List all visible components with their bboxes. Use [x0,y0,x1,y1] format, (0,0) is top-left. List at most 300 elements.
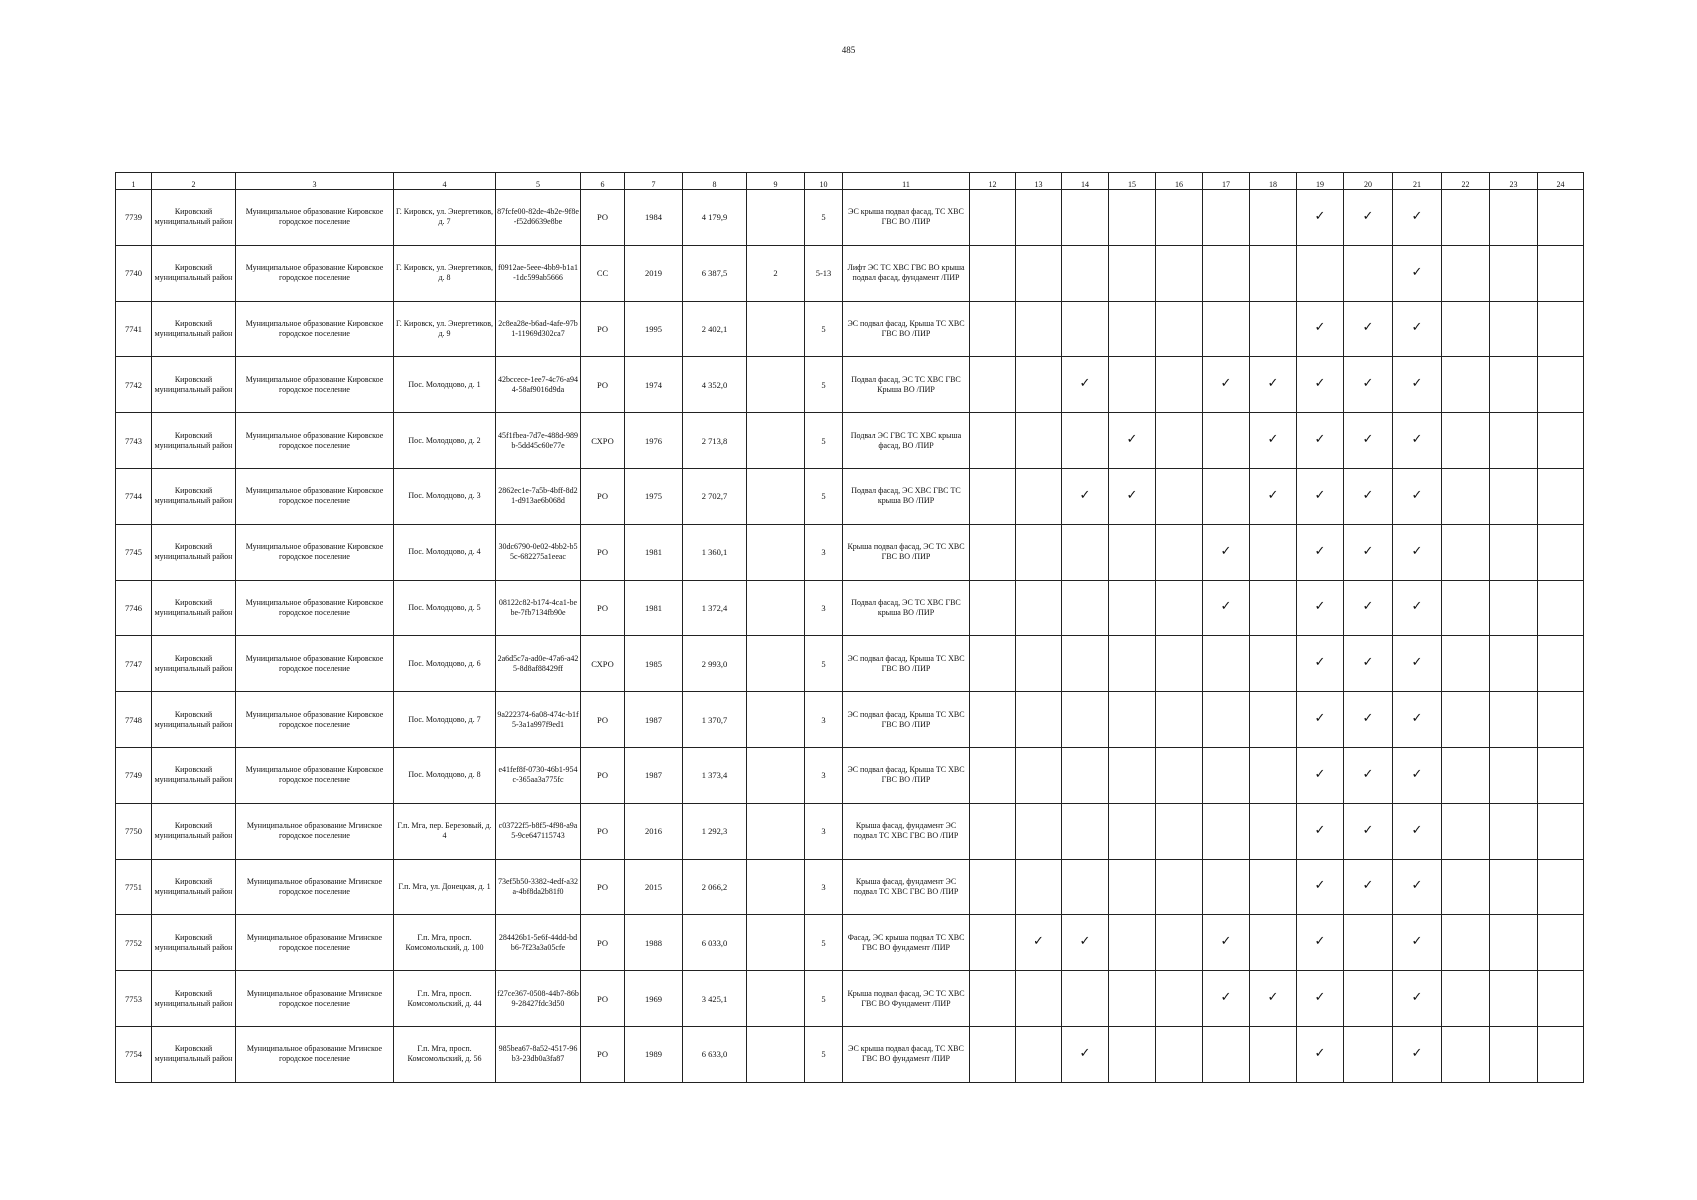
work-flag-cell [1442,357,1490,413]
work-types-cell: Подвал ЭС ГВС ТС ХВС крыша фасад, ВО /ПИР [843,413,970,469]
municipality-cell: Муниципальное образование Мгинское городское поселение [236,803,394,859]
row-number: 7744 [116,468,152,524]
work-flag-cell [1250,580,1297,636]
work-flag-cell [1203,636,1250,692]
area-cell: 1 370,7 [683,692,747,748]
work-flag-cell [1297,413,1344,469]
work-flag-cell [1297,971,1344,1027]
work-flag-cell [970,803,1016,859]
work-flag-cell [1538,301,1584,357]
housing-register-table [115,172,1584,1083]
work-flag-cell [1393,524,1442,580]
check-mark-icon: ✓ [1314,934,1326,950]
work-flag-cell [1109,245,1156,301]
year-built-cell: 2016 [625,803,683,859]
check-mark-icon: ✓ [1411,990,1423,1006]
check-mark-icon: ✓ [1411,711,1423,727]
floors-cell: 3 [805,692,843,748]
work-flag-cell [1109,580,1156,636]
work-flag-cell [1490,580,1538,636]
year-built-cell: 2015 [625,859,683,915]
work-types-cell: Фасад, ЭС крыша подвал ТС ХВС ГВС ВО фундамент /ПИР [843,915,970,971]
check-mark-icon: ✓ [1220,376,1232,392]
work-flag-cell [1490,971,1538,1027]
work-flag-cell [970,524,1016,580]
work-types-cell: ЭС подвал фасад, Крыша ТС ХВС ГВС ВО /ПИР [843,301,970,357]
entrances-cell: 2 [747,245,805,301]
check-mark-icon: ✓ [1267,376,1279,392]
work-flag-cell [1490,1026,1538,1082]
check-mark-icon: ✓ [1411,655,1423,671]
row-number: 7748 [116,692,152,748]
work-flag-cell [1203,580,1250,636]
area-cell: 6 033,0 [683,915,747,971]
area-cell: 2 993,0 [683,636,747,692]
floors-cell: 5 [805,301,843,357]
address-cell: Г.п. Мга, пер. Березовый, д. 4 [394,803,496,859]
work-flag-cell [970,692,1016,748]
area-cell: 1 373,4 [683,747,747,803]
area-cell: 6 387,5 [683,245,747,301]
building-id-cell: c03722f5-b8f5-4f98-a9a5-9ce647115743 [496,803,581,859]
work-flag-cell [970,859,1016,915]
district-cell: Кировский муниципальный район [152,301,236,357]
column-number-header: 9 [747,173,805,190]
work-flag-cell [1016,357,1062,413]
row-number: 7741 [116,301,152,357]
ownership-type-cell: РО [581,915,625,971]
column-number-header: 21 [1393,173,1442,190]
area-cell: 2 702,7 [683,468,747,524]
row-number: 7746 [116,580,152,636]
municipality-cell: Муниципальное образование Кировское городское поселение [236,524,394,580]
work-flag-cell [1062,692,1109,748]
work-flag-cell [1297,580,1344,636]
building-id-cell: 985bea67-8a52-4517-96b3-23db0a3fa87 [496,1026,581,1082]
area-cell: 2 066,2 [683,859,747,915]
floors-cell: 5-13 [805,245,843,301]
work-flag-cell [1442,915,1490,971]
row-number: 7743 [116,413,152,469]
entrances-cell [747,971,805,1027]
municipality-cell: Муниципальное образование Кировское городское поселение [236,468,394,524]
work-flag-cell [1250,1026,1297,1082]
floors-cell: 3 [805,747,843,803]
row-number: 7740 [116,245,152,301]
floors-cell: 5 [805,190,843,246]
table-body [116,190,1584,1083]
work-flag-cell [1344,859,1393,915]
work-flag-cell [1250,971,1297,1027]
work-flag-cell [970,580,1016,636]
column-number-header: 10 [805,173,843,190]
work-flag-cell [1538,747,1584,803]
address-cell: Пос. Молодцово, д. 1 [394,357,496,413]
row-number: 7742 [116,357,152,413]
work-flag-cell [1344,413,1393,469]
work-flag-cell [1538,636,1584,692]
column-number-row [116,173,1584,190]
work-flag-cell [1538,1026,1584,1082]
work-types-cell: ЭС подвал фасад, Крыша ТС ХВС ГВС ВО /ПИР [843,692,970,748]
work-flag-cell [1344,971,1393,1027]
address-cell: Г.п. Мга, ул. Донецкая, д. 1 [394,859,496,915]
work-types-cell: Подвал фасад, ЭС ТС ХВС ГВС Крыша ВО /ПИР [843,357,970,413]
building-id-cell: 284426b1-5e6f-44dd-bdb6-7f23a3a05cfe [496,915,581,971]
work-flag-cell [1442,580,1490,636]
work-flag-cell [1442,1026,1490,1082]
municipality-cell: Муниципальное образование Кировское городское поселение [236,580,394,636]
work-types-cell: Крыша подвал фасад, ЭС ТС ХВС ГВС ВО /ПИР [843,524,970,580]
work-flag-cell [1490,190,1538,246]
entrances-cell [747,468,805,524]
address-cell: Г. Кировск, ул. Энергетиков, д. 8 [394,245,496,301]
area-cell: 3 425,1 [683,971,747,1027]
work-flag-cell [1109,357,1156,413]
check-mark-icon: ✓ [1267,990,1279,1006]
work-flag-cell [1393,915,1442,971]
work-flag-cell [1203,301,1250,357]
work-flag-cell [1109,468,1156,524]
table-row [116,301,1584,357]
entrances-cell [747,692,805,748]
work-flag-cell [1062,915,1109,971]
check-mark-icon: ✓ [1362,766,1374,782]
work-flag-cell [1250,468,1297,524]
work-flag-cell [1250,524,1297,580]
work-flag-cell [1156,468,1203,524]
work-flag-cell [1156,301,1203,357]
address-cell: Пос. Молодцово, д. 6 [394,636,496,692]
work-flag-cell [1538,524,1584,580]
work-flag-cell [1297,245,1344,301]
check-mark-icon: ✓ [1220,599,1232,615]
district-cell: Кировский муниципальный район [152,245,236,301]
work-flag-cell [1016,692,1062,748]
address-cell: Пос. Молодцово, д. 8 [394,747,496,803]
work-flag-cell [1250,803,1297,859]
check-mark-icon: ✓ [1362,655,1374,671]
column-number-header: 15 [1109,173,1156,190]
work-flag-cell [1393,859,1442,915]
work-flag-cell [1016,747,1062,803]
building-id-cell: 30dc6790-0e02-4bb2-b55c-682275a1eeac [496,524,581,580]
work-flag-cell [1156,859,1203,915]
table-row [116,636,1584,692]
work-flag-cell [1297,468,1344,524]
check-mark-icon: ✓ [1411,766,1423,782]
building-id-cell: 42bccece-1ee7-4c76-a944-58af9016d9da [496,357,581,413]
work-flag-cell [1344,580,1393,636]
work-flag-cell [1297,859,1344,915]
work-flag-cell [970,1026,1016,1082]
work-flag-cell [1490,915,1538,971]
work-flag-cell [1062,636,1109,692]
work-flag-cell [1344,357,1393,413]
check-mark-icon: ✓ [1314,320,1326,336]
building-id-cell: f27ce367-0508-44b7-86b9-28427fdc3d50 [496,971,581,1027]
work-flag-cell [1156,915,1203,971]
column-number-header: 18 [1250,173,1297,190]
work-flag-cell [1393,692,1442,748]
check-mark-icon: ✓ [1314,878,1326,894]
municipality-cell: Муниципальное образование Кировское городское поселение [236,245,394,301]
column-number-header: 16 [1156,173,1203,190]
work-flag-cell [1393,636,1442,692]
table-row [116,1026,1584,1082]
work-flag-cell [1442,468,1490,524]
work-flag-cell [1203,859,1250,915]
row-number: 7739 [116,190,152,246]
building-id-cell: 73ef5b50-3382-4edf-a32a-4bf8da2b81f0 [496,859,581,915]
work-flag-cell [1250,190,1297,246]
work-flag-cell [1393,301,1442,357]
check-mark-icon: ✓ [1033,934,1044,950]
column-number-header: 23 [1490,173,1538,190]
work-flag-cell [1344,468,1393,524]
work-flag-cell [1393,803,1442,859]
work-flag-cell [1250,636,1297,692]
work-flag-cell [1109,413,1156,469]
column-number-header: 22 [1442,173,1490,190]
check-mark-icon: ✓ [1411,376,1423,392]
check-mark-icon: ✓ [1411,1045,1423,1061]
column-number-header: 3 [236,173,394,190]
work-flag-cell [1297,357,1344,413]
work-flag-cell [1442,747,1490,803]
work-flag-cell [970,636,1016,692]
table-row [116,859,1584,915]
check-mark-icon: ✓ [1411,208,1423,224]
work-types-cell: ЭС крыша подвал фасад, ТС ХВС ГВС ВО фундамент /ПИР [843,1026,970,1082]
work-flag-cell [1490,245,1538,301]
building-id-cell: f0912ae-5eee-4bb9-b1a1-1dc599ab5666 [496,245,581,301]
work-flag-cell [1250,747,1297,803]
work-flag-cell [1442,803,1490,859]
work-flag-cell [970,413,1016,469]
check-mark-icon: ✓ [1314,822,1326,838]
work-flag-cell [1538,357,1584,413]
building-id-cell: 45f1fbea-7d7e-488d-989b-5dd45c60e77e [496,413,581,469]
year-built-cell: 1969 [625,971,683,1027]
district-cell: Кировский муниципальный район [152,413,236,469]
work-flag-cell [1490,468,1538,524]
table-row [116,190,1584,246]
work-flag-cell [1490,357,1538,413]
work-flag-cell [1062,301,1109,357]
column-number-header: 2 [152,173,236,190]
work-flag-cell [1393,245,1442,301]
table-row [116,245,1584,301]
check-mark-icon: ✓ [1411,822,1423,838]
work-flag-cell [1344,803,1393,859]
table-row [116,803,1584,859]
area-cell: 1 360,1 [683,524,747,580]
work-flag-cell [1062,190,1109,246]
work-flag-cell [1344,301,1393,357]
floors-cell: 5 [805,468,843,524]
table-row [116,357,1584,413]
work-flag-cell [1062,245,1109,301]
work-flag-cell [1062,468,1109,524]
work-flag-cell [1297,524,1344,580]
work-flag-cell [1203,692,1250,748]
year-built-cell: 1984 [625,190,683,246]
floors-cell: 3 [805,580,843,636]
column-number-header: 24 [1538,173,1584,190]
year-built-cell: 1989 [625,1026,683,1082]
district-cell: Кировский муниципальный район [152,915,236,971]
row-number: 7751 [116,859,152,915]
address-cell: Г. Кировск, ул. Энергетиков, д. 7 [394,190,496,246]
work-flag-cell [1490,803,1538,859]
work-flag-cell [1442,245,1490,301]
work-flag-cell [1538,803,1584,859]
address-cell: Пос. Молодцово, д. 3 [394,468,496,524]
work-flag-cell [1062,413,1109,469]
work-flag-cell [1062,1026,1109,1082]
work-flag-cell [1250,413,1297,469]
work-flag-cell [1393,1026,1442,1082]
work-flag-cell [1109,301,1156,357]
work-flag-cell [1203,357,1250,413]
floors-cell: 5 [805,915,843,971]
building-id-cell: 2a6d5c7a-ad0e-47a6-a425-8d8af88429ff [496,636,581,692]
district-cell: Кировский муниципальный район [152,468,236,524]
work-flag-cell [1490,636,1538,692]
work-flag-cell [1109,692,1156,748]
check-mark-icon: ✓ [1079,376,1091,392]
work-flag-cell [1062,859,1109,915]
ownership-type-cell: РО [581,1026,625,1082]
district-cell: Кировский муниципальный район [152,747,236,803]
column-number-header: 11 [843,173,970,190]
check-mark-icon: ✓ [1362,711,1374,727]
year-built-cell: 1995 [625,301,683,357]
work-flag-cell [1442,524,1490,580]
work-flag-cell [1109,859,1156,915]
work-flag-cell [1016,190,1062,246]
entrances-cell [747,301,805,357]
work-flag-cell [1442,413,1490,469]
table-row [116,971,1584,1027]
work-flag-cell [1297,803,1344,859]
work-flag-cell [1344,692,1393,748]
work-flag-cell [1156,636,1203,692]
work-flag-cell [1203,245,1250,301]
district-cell: Кировский муниципальный район [152,1026,236,1082]
check-mark-icon: ✓ [1314,990,1326,1006]
row-number: 7747 [116,636,152,692]
work-flag-cell [1156,245,1203,301]
work-flag-cell [1538,245,1584,301]
ownership-type-cell: РО [581,524,625,580]
work-flag-cell [1156,803,1203,859]
work-flag-cell [1156,692,1203,748]
work-flag-cell [970,357,1016,413]
municipality-cell: Муниципальное образование Кировское городское поселение [236,357,394,413]
work-flag-cell [1156,580,1203,636]
municipality-cell: Муниципальное образование Кировское городское поселение [236,190,394,246]
area-cell: 4 179,9 [683,190,747,246]
floors-cell: 5 [805,636,843,692]
work-flag-cell [1203,803,1250,859]
work-flag-cell [1442,859,1490,915]
entrances-cell [747,636,805,692]
district-cell: Кировский муниципальный район [152,190,236,246]
check-mark-icon: ✓ [1362,878,1374,894]
check-mark-icon: ✓ [1079,934,1091,950]
work-flag-cell [1490,747,1538,803]
check-mark-icon: ✓ [1079,1045,1091,1061]
ownership-type-cell: СС [581,245,625,301]
year-built-cell: 1988 [625,915,683,971]
area-cell: 4 352,0 [683,357,747,413]
work-flag-cell [1538,859,1584,915]
work-flag-cell [1442,636,1490,692]
ownership-type-cell: РО [581,357,625,413]
year-built-cell: 1981 [625,524,683,580]
table-row [116,468,1584,524]
district-cell: Кировский муниципальный район [152,357,236,413]
work-flag-cell [1062,524,1109,580]
district-cell: Кировский муниципальный район [152,524,236,580]
check-mark-icon: ✓ [1362,432,1374,448]
work-flag-cell [1538,413,1584,469]
check-mark-icon: ✓ [1314,543,1326,559]
row-number: 7753 [116,971,152,1027]
work-flag-cell [1490,301,1538,357]
work-flag-cell [1016,859,1062,915]
row-number: 7749 [116,747,152,803]
work-flag-cell [1344,747,1393,803]
work-flag-cell [1442,301,1490,357]
work-flag-cell [1109,747,1156,803]
check-mark-icon: ✓ [1314,432,1326,448]
building-id-cell: 08122c82-b174-4ca1-bebe-7fb7134fb90e [496,580,581,636]
year-built-cell: 1974 [625,357,683,413]
work-flag-cell [1203,747,1250,803]
work-flag-cell [1203,190,1250,246]
work-flag-cell [970,301,1016,357]
check-mark-icon: ✓ [1411,878,1423,894]
work-flag-cell [1297,301,1344,357]
work-flag-cell [1297,915,1344,971]
address-cell: Пос. Молодцово, д. 7 [394,692,496,748]
work-flag-cell [1016,468,1062,524]
work-flag-cell [1344,190,1393,246]
work-flag-cell [1016,636,1062,692]
entrances-cell [747,413,805,469]
work-flag-cell [1538,190,1584,246]
work-flag-cell [1156,190,1203,246]
area-cell: 6 633,0 [683,1026,747,1082]
work-flag-cell [970,971,1016,1027]
ownership-type-cell: РО [581,803,625,859]
ownership-type-cell: РО [581,747,625,803]
municipality-cell: Муниципальное образование Кировское городское поселение [236,301,394,357]
work-flag-cell [1393,747,1442,803]
check-mark-icon: ✓ [1126,432,1138,448]
column-number-header: 14 [1062,173,1109,190]
check-mark-icon: ✓ [1411,320,1423,336]
municipality-cell: Муниципальное образование Мгинское городское поселение [236,915,394,971]
work-types-cell: ЭС подвал фасад, Крыша ТС ХВС ГВС ВО /ПИР [843,747,970,803]
building-id-cell: 2862ec1e-7a5b-4bff-8d21-d913ae6b068d [496,468,581,524]
floors-cell: 5 [805,971,843,1027]
work-flag-cell [1490,859,1538,915]
work-types-cell: ЭС крыша подвал фасад, ТС ХВС ГВС ВО /ПИР [843,190,970,246]
